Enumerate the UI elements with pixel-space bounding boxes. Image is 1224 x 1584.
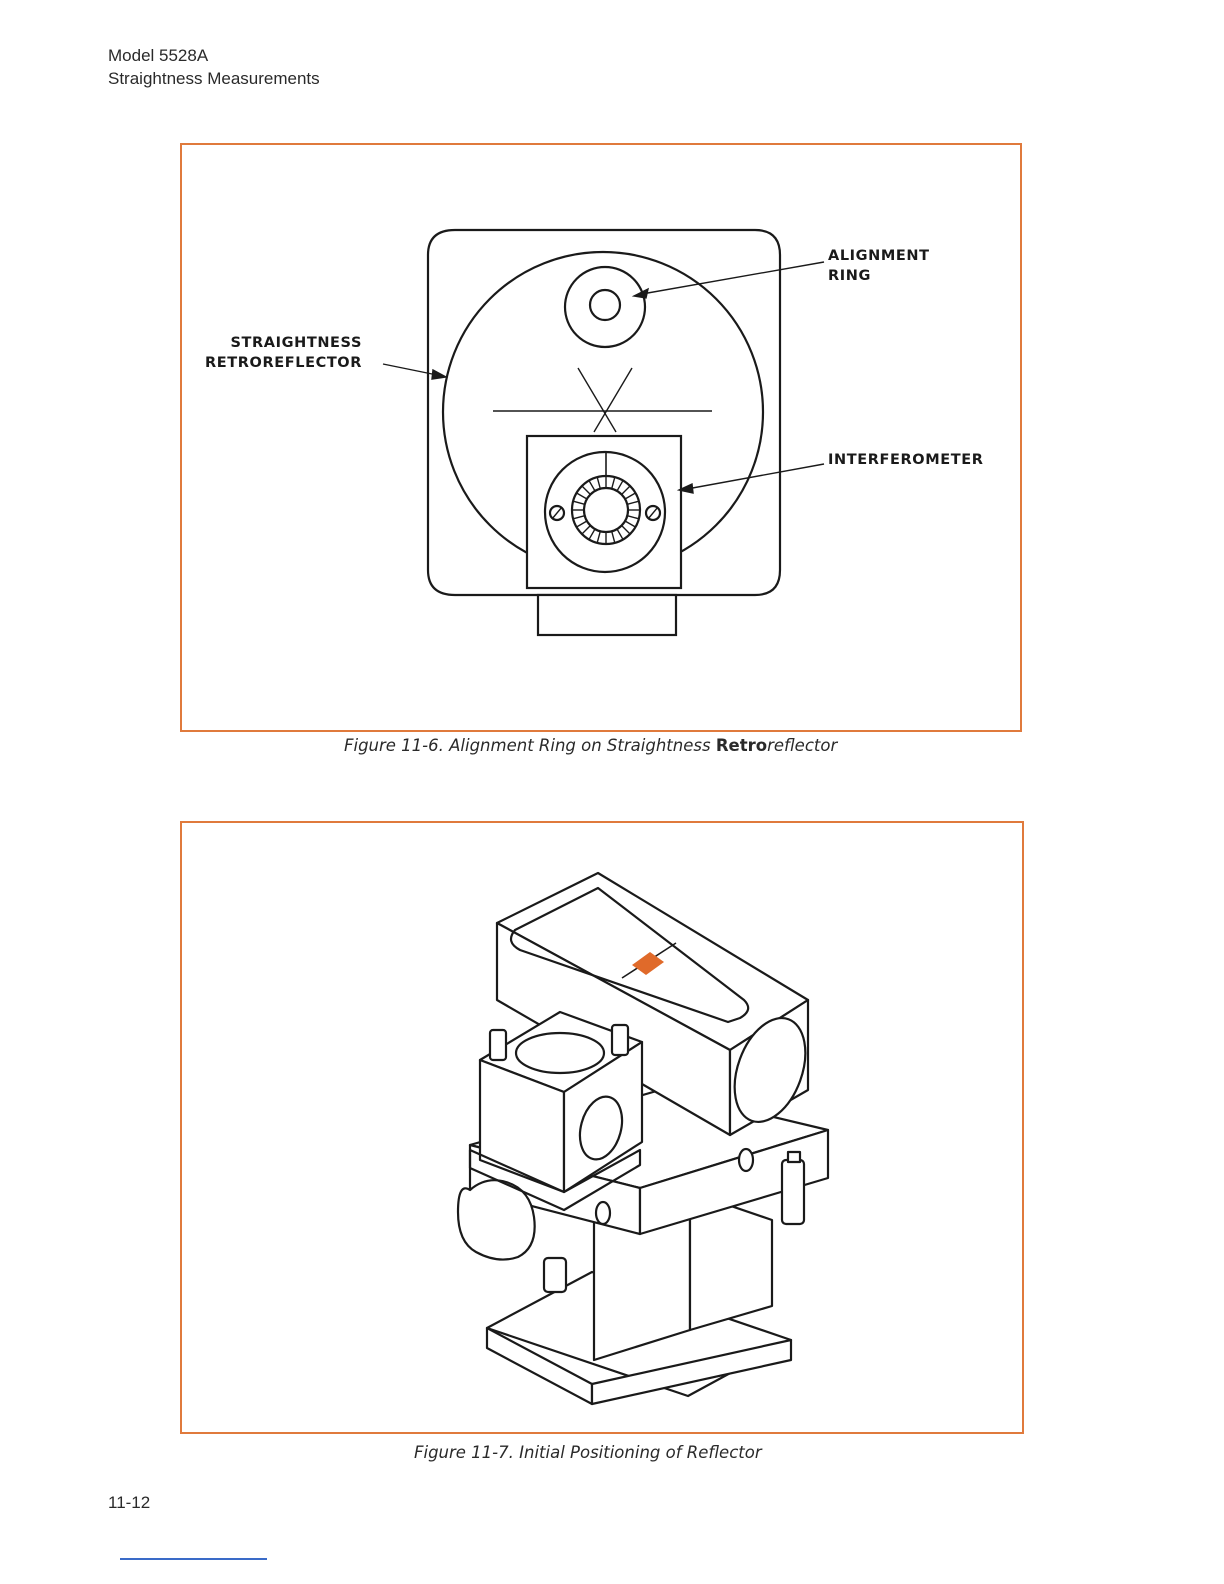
label-straightness-line1: STRAIGHTNESS [230,335,362,351]
adjust-screw [544,1258,566,1292]
header-model: Model 5528A [108,46,209,65]
footer-rule [120,1558,267,1560]
label-alignment-line2: RING [828,268,871,284]
caption-11-6-suffix: reflector [767,736,838,755]
figure-11-7-caption: Figure 11-7. Initial Positioning of Reflector [414,1443,762,1462]
caption-11-6-bold: Retro [715,736,768,755]
caption-11-6-text: Figure 11-6. Alignment Ring on Straightness [344,736,716,755]
label-alignment-line1: ALIGNMENT [828,248,930,264]
label-straightness-line2: RETROREFLECTOR [205,355,362,371]
header-section: Straightness Measurements [108,69,320,88]
label-interferometer: INTERFEROMETER [828,452,984,468]
page-number: 11-12 [108,1493,151,1512]
